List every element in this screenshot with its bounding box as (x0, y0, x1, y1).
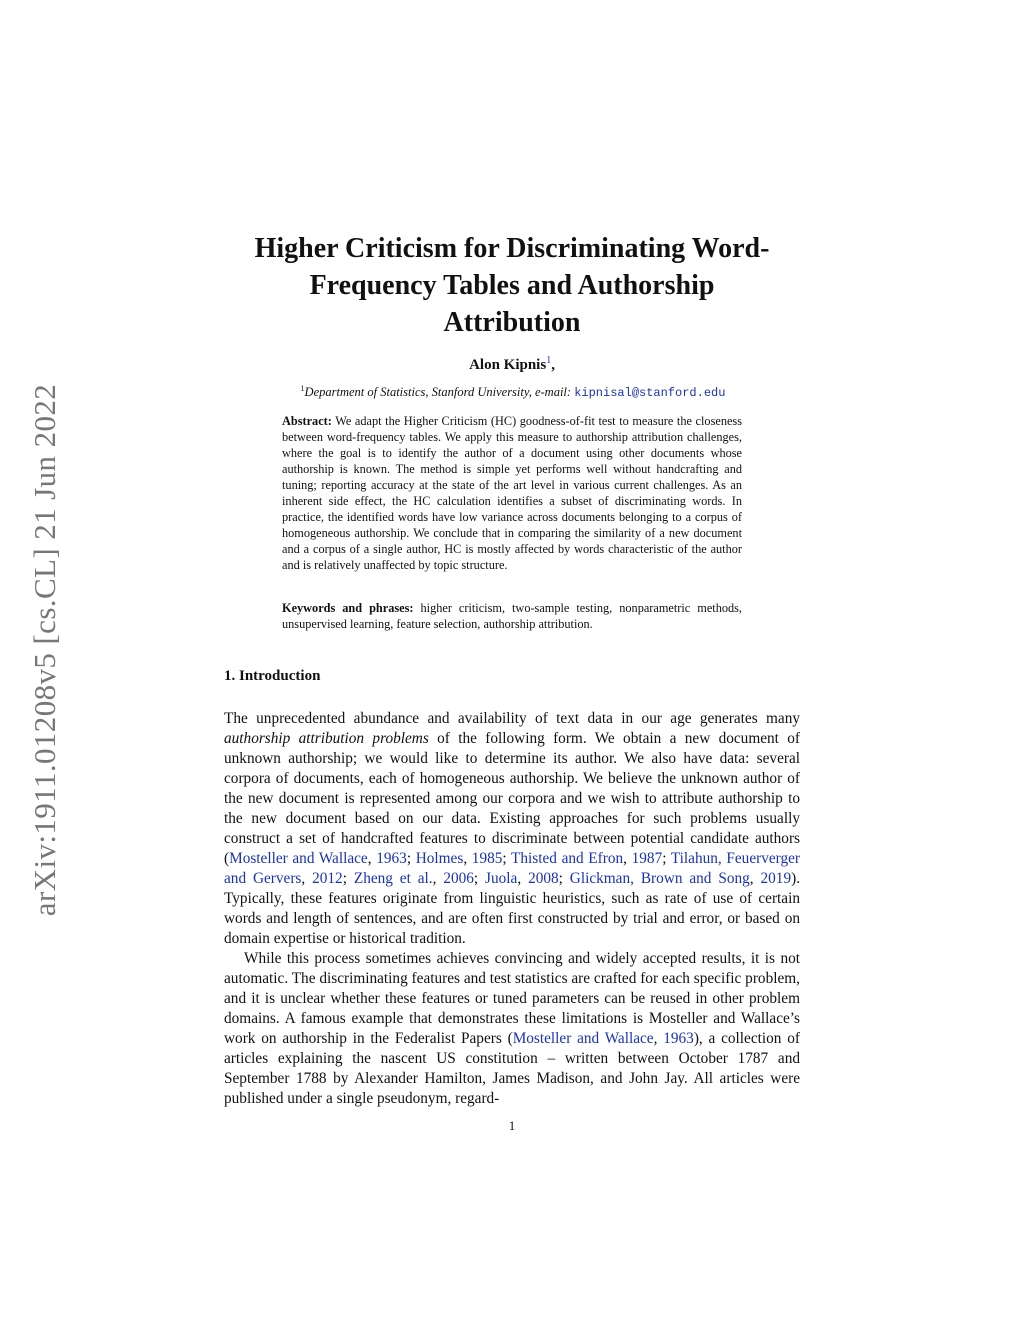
paragraph-2-text-a: While this process sometimes achieves convincing and widely accepted results, it is not automatic. The discriminating features and test statistics are crafted for each specific problem, and it is unclear whether these features or tuned parameters can be reused in other problem domains. A famous example that demonstrates these limitations is Mosteller and Wallace’s work on authorship in the Federalist Papers ( (224, 950, 800, 1047)
citation-link[interactable]: Mosteller and Wallace (229, 850, 368, 867)
affiliation-mark: 1 (300, 384, 305, 393)
arxiv-identifier (20, 360, 70, 940)
citation-link[interactable]: Holmes (415, 850, 464, 867)
citation-year-link[interactable]: 2006 (443, 870, 474, 887)
citation-year-link[interactable]: 2012 (312, 870, 343, 887)
affiliation (282, 384, 744, 400)
citation-year-link[interactable]: 1987 (631, 850, 663, 867)
paragraph-1-text-a: The unprecedented abundance and availability of text data in our age generates many (224, 710, 800, 727)
citation-link[interactable]: Mosteller and Wallace (512, 1030, 654, 1047)
citation-link[interactable]: Juola (485, 870, 518, 887)
paper-title: Higher Criticism for Discriminating Word-Frequency Tables and Authorship Attribution (254, 233, 770, 338)
paragraph-1-text-b: of the following form. We obtain a new document of unknown authorship; we would like to determine its author. We also have data: several corpora of documents, each of homogeneous authorship. We believe the unknown author of the new document is represented among our corpora and we wish to attribute authorship to the new document based on our data. Existing approaches for such problems usually construct a set of handcrafted features to discriminate between potential candidate authors ( (224, 730, 800, 867)
citation-link[interactable]: Zheng et al. (353, 870, 433, 887)
keywords-label: Keywords and phrases: (282, 601, 414, 615)
paragraph-2-text-b: ), a collection of articles explaining the nascent US constitution – written between October 1787 and September 1788 by Alexander Hamilton, James Madison, and John Jay. All articles were published under a single pseudonym, regard- (224, 1030, 800, 1107)
abstract (282, 413, 742, 573)
paragraph-1-text-c: ). Typically, these features originate from linguistic heuristics, such as rate of use of certain words and length of sentences, and are often first constructed by trial and error, or based on domain expertise or historical tradition. (224, 870, 801, 947)
citation-year-link[interactable]: 1963 (376, 850, 407, 867)
author-trailing: , (551, 357, 555, 373)
citation-year-link[interactable]: 2019 (760, 870, 792, 887)
paragraph-1-emphasis: authorship attribution problems (224, 730, 429, 747)
author-email-link[interactable]: kipnisal@stanford.edu (574, 386, 726, 401)
author-name: Alon Kipnis (469, 357, 547, 373)
citation-year-link[interactable]: 2008 (528, 870, 559, 887)
citation-year-link[interactable]: 1985 (471, 850, 503, 867)
paragraph-2: While this process sometimes achieves convincing and widely accepted results, it is not automatic. The discriminating features and test statistics are crafted for each specific problem, and it is unclear whether these features or tuned parameters can be reused in other problem domains. A famous example that demonstrates these limitations is Mosteller and Wallace’s work on authorship in the Federalist Papers (Mosteller and Wallace, 1963), a collection of articles explaining the nascent US constitution – written between October 1787 and September 1788 by Alexander Hamilton, James Madison, and John Jay. All articles were published under a single pseudonym, regard- (224, 950, 800, 1107)
citation-link[interactable]: Tilahun, Feuerverger and Gervers (224, 850, 800, 887)
abstract-text: We adapt the Higher Criticism (HC) goodness-of-fit test to measure the closeness between word-frequency tables. We apply this measure to authorship attribution challenges, where the goal is to identify the author of a document using other documents whose authorship is known. The method is simple yet performs well without handcrafting and tuning; reporting accuracy at the state of the art level in various current challenges. As an inherent side effect, the HC calculation identifies a subset of discriminating words. In practice, the identified words have low variance across documents belonging to a corpus of homogeneous authorship. We conclude that in comparing the similarity of a new document and a corpus of a single author, HC is mostly affected by words characteristic of the author and is relatively unaffected by topic structure. (282, 414, 742, 572)
citation-link[interactable]: Glickman, Brown and Song (569, 870, 750, 887)
citation-year-link[interactable]: 1963 (663, 1030, 694, 1047)
author-affiliation-mark[interactable]: 1 (546, 355, 552, 366)
citation-link[interactable]: Thisted and Efron (511, 850, 624, 867)
abstract-label: Abstract: (282, 414, 332, 428)
arxiv-identifier-text: arXiv:1911.01208v5 [cs.CL] 21 Jun 2022 (27, 383, 62, 917)
page-number: 1 (508, 1118, 516, 1133)
author-line (0, 355, 1024, 374)
affiliation-text: Department of Statistics, Stanford University, e-mail: (304, 385, 575, 400)
paragraph-1: The unprecedented abundance and availability of text data in our age generates many authorship attribution problems of the following form. We obtain a new document of unknown authorship; we would like to determine its author. We also have data: several corpora of documents, each of homogeneous authorship. We believe the unknown author of the new document is represented among our corpora and we wish to attribute authorship to the new document based on our data. Existing approaches for such problems usually construct a set of handcrafted features to discriminate between potential candidate authors (Mosteller and Wallace, 1963; Holmes, 1985; Thisted and Efron, 1987; Tilahun, Feuerverger and Gervers, 2012; Zheng et al., 2006; Juola, 2008; Glickman, Brown and Song, 2019). Typically, these features originate from linguistic heuristics, such as rate of use of certain words and length of sentences, and are often first constructed by trial and error, or based on domain expertise or historical tradition. (224, 710, 801, 947)
section-heading-introduction: 1. Introduction (224, 668, 321, 684)
keywords-text: higher criticism, two-sample testing, nonparametric methods, unsupervised learning, feature selection, authorship attribution. (282, 601, 742, 631)
keywords (282, 600, 742, 632)
introduction-body (224, 709, 800, 1109)
